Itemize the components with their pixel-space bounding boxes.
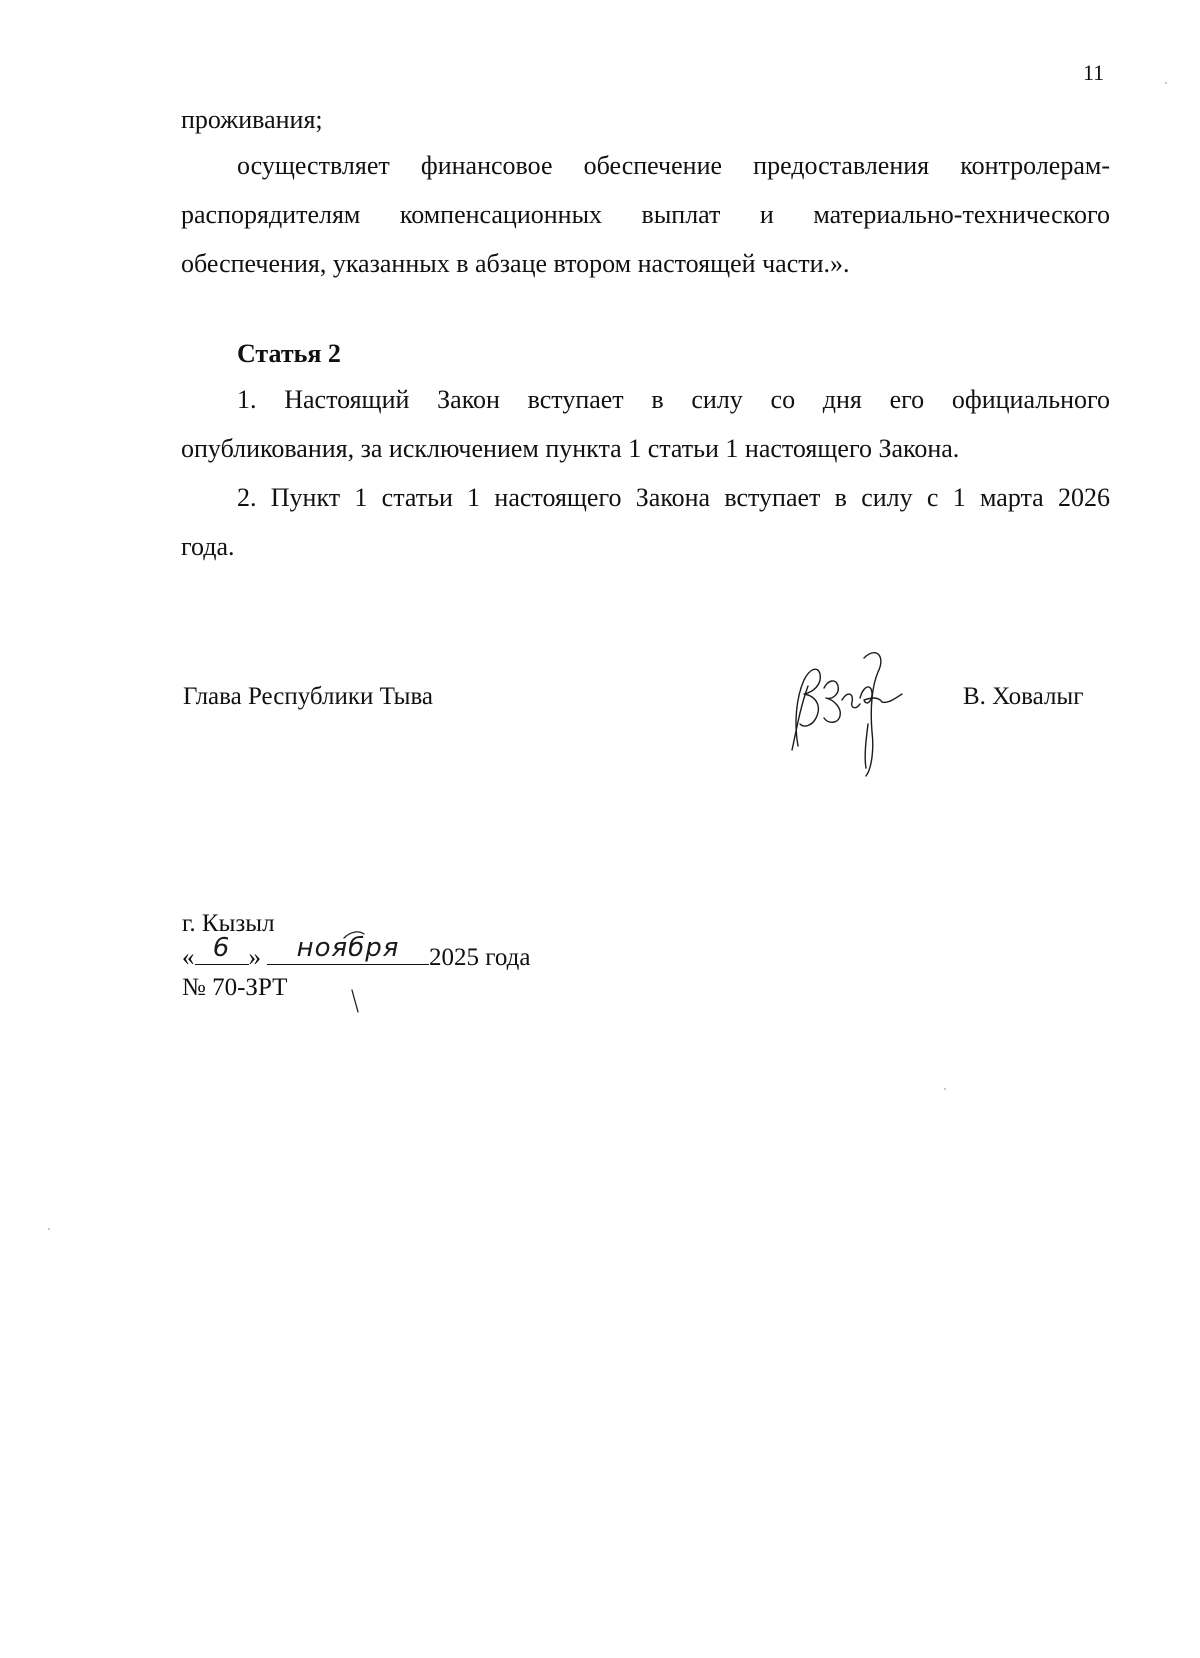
article-heading: Статья 2 xyxy=(237,339,341,368)
item-2 xyxy=(181,473,1110,522)
paragraph-funding-end xyxy=(181,239,1110,288)
scan-speck xyxy=(48,1228,50,1230)
signatory-name: В. Ховалыг xyxy=(963,683,1084,710)
date-quote-close: » xyxy=(248,944,261,971)
date-quote-open: « xyxy=(182,944,195,971)
handwritten-signature xyxy=(780,628,930,778)
item-2-end xyxy=(181,522,1110,571)
month-handwritten: ноября xyxy=(296,933,400,963)
paragraph-line: обеспечения, указанных в абзаце втором настоящей части.». xyxy=(181,249,850,278)
year: 2025 года xyxy=(429,944,531,971)
law-number: № 70-ЗРТ xyxy=(182,974,288,1001)
paragraph-line: осуществляет финансовое обеспечение предоставления контролерам- xyxy=(237,151,1110,180)
item-1 xyxy=(181,375,1110,424)
scan-speck xyxy=(944,1088,946,1090)
item-1-end xyxy=(181,424,1110,473)
continuation-text: проживания; xyxy=(181,105,323,134)
page-number: 11 xyxy=(1083,60,1105,85)
item-line: года. xyxy=(181,532,235,561)
paragraph-funding xyxy=(181,141,1110,239)
day-blank xyxy=(195,933,249,965)
city: г. Кызыл xyxy=(182,910,275,937)
item-line: 2. Пункт 1 статьи 1 настоящего Закона вступает в силу с 1 марта 2026 xyxy=(237,483,1110,512)
pen-stroke-mark xyxy=(340,928,370,1018)
item-line: опубликования, за исключением пункта 1 статьи 1 настоящего Закона. xyxy=(181,434,960,463)
signatory-title: Глава Республики Тыва xyxy=(183,683,434,710)
paragraph-line: распорядителям компенсационных выплат и материально-технического xyxy=(181,200,1110,229)
day-handwritten: 6 xyxy=(212,933,231,963)
item-line: 1. Настоящий Закон вступает в силу со дня его официального xyxy=(237,385,1110,414)
scan-speck xyxy=(1165,82,1167,84)
